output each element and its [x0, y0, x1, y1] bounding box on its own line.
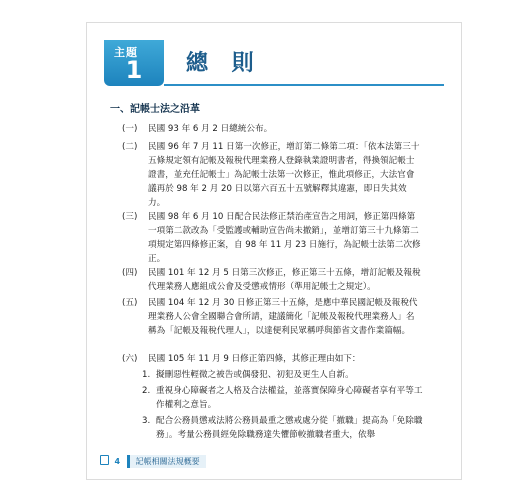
list-marker: (六)	[122, 354, 138, 364]
chapter-title-bar	[164, 40, 444, 86]
list-text: 民國 105 年 11 月 9 日修正第四條，其修正理由如下：	[148, 354, 361, 364]
list-marker: (五)	[122, 298, 138, 308]
chapter-title: 總 則	[186, 50, 262, 76]
sub-list-marker: 2.	[142, 386, 151, 396]
list-text: 民國 101 年 12 月 5 日第三次修正，修正第三十五條，增訂記帳及報稅代理業務人應組成公會及受懲戒情形（準用記帳士之規定）。	[148, 268, 421, 292]
sub-list-marker: 3.	[142, 416, 151, 426]
page-number: 4	[114, 457, 121, 466]
list-marker: (四)	[122, 268, 138, 278]
list-text: 民國 93 年 6 月 2 日總統公布。	[148, 124, 273, 134]
list-text: 民國 96 年 7 月 11 日第一次修正，增訂第二條第二項：「依本法第三十五條規定領有記帳及報稅代理業務人登錄執業證明書者，得換領記帳士證書，並充任記帳士」為記帳士法第一次修正，惟此項修正，大法官會議再於 98 年 2 月 20 日以第六百五十五號解釋其違憲，即日失其效力。	[148, 142, 420, 208]
page-icon	[100, 455, 109, 465]
page-footer	[100, 455, 206, 468]
topic-tab	[104, 40, 164, 86]
sub-list-text: 配合公務員懲戒法將公務員最重之懲戒處分從「撤職」提高為「免除職務」。考量公務員經免除職務達失懼節較撤職者重大，依舉	[156, 416, 423, 440]
list-item	[122, 210, 422, 266]
sub-list-item	[142, 384, 424, 412]
list-text: 民國 98 年 6 月 10 日配合民法修正禁治產宣告之用詞，修正第四條第一項第二款改為「受監護或輔助宣告尚未撤銷」，並增訂第三十九條第二項規定第四條修正案，自 98 年 11 月 23 日施行，為記帳士法第二次修正。	[148, 212, 421, 264]
list-item	[122, 122, 422, 136]
running-title: 記帳相關法規概要	[127, 455, 206, 468]
topic-label: 主題	[114, 46, 138, 59]
sub-list-text: 擬刪惡性輕微之被告或偶發犯、初犯及更生人自新。	[156, 370, 354, 380]
sub-list-item	[142, 414, 424, 442]
sub-list-marker: 1.	[142, 370, 151, 380]
list-text: 民國 104 年 12 月 30 日修正第三十五條，是應中華民國記帳及報稅代理業務人公會全國聯合會所請，建議簡化「記帳及報稅代理業務人」名稱為「記帳及報稅代理人」，以達便利民眾稱呼與節省文書作業篇幅。	[148, 298, 418, 336]
list-item	[122, 266, 422, 294]
list-marker: (二)	[122, 142, 138, 152]
list-marker: (三)	[122, 212, 138, 222]
sub-list-text: 重視身心障礙者之人格及合法權益，並落實保障身心障礙者享有平等工作權利之意旨。	[156, 386, 423, 410]
section-heading: 一、記帳士法之沿革	[110, 104, 200, 115]
sub-list-item	[142, 368, 424, 382]
topic-number: 1	[125, 56, 143, 84]
list-item	[122, 352, 422, 366]
list-item	[122, 140, 422, 210]
list-marker: (一)	[122, 124, 138, 134]
list-item	[122, 296, 422, 338]
